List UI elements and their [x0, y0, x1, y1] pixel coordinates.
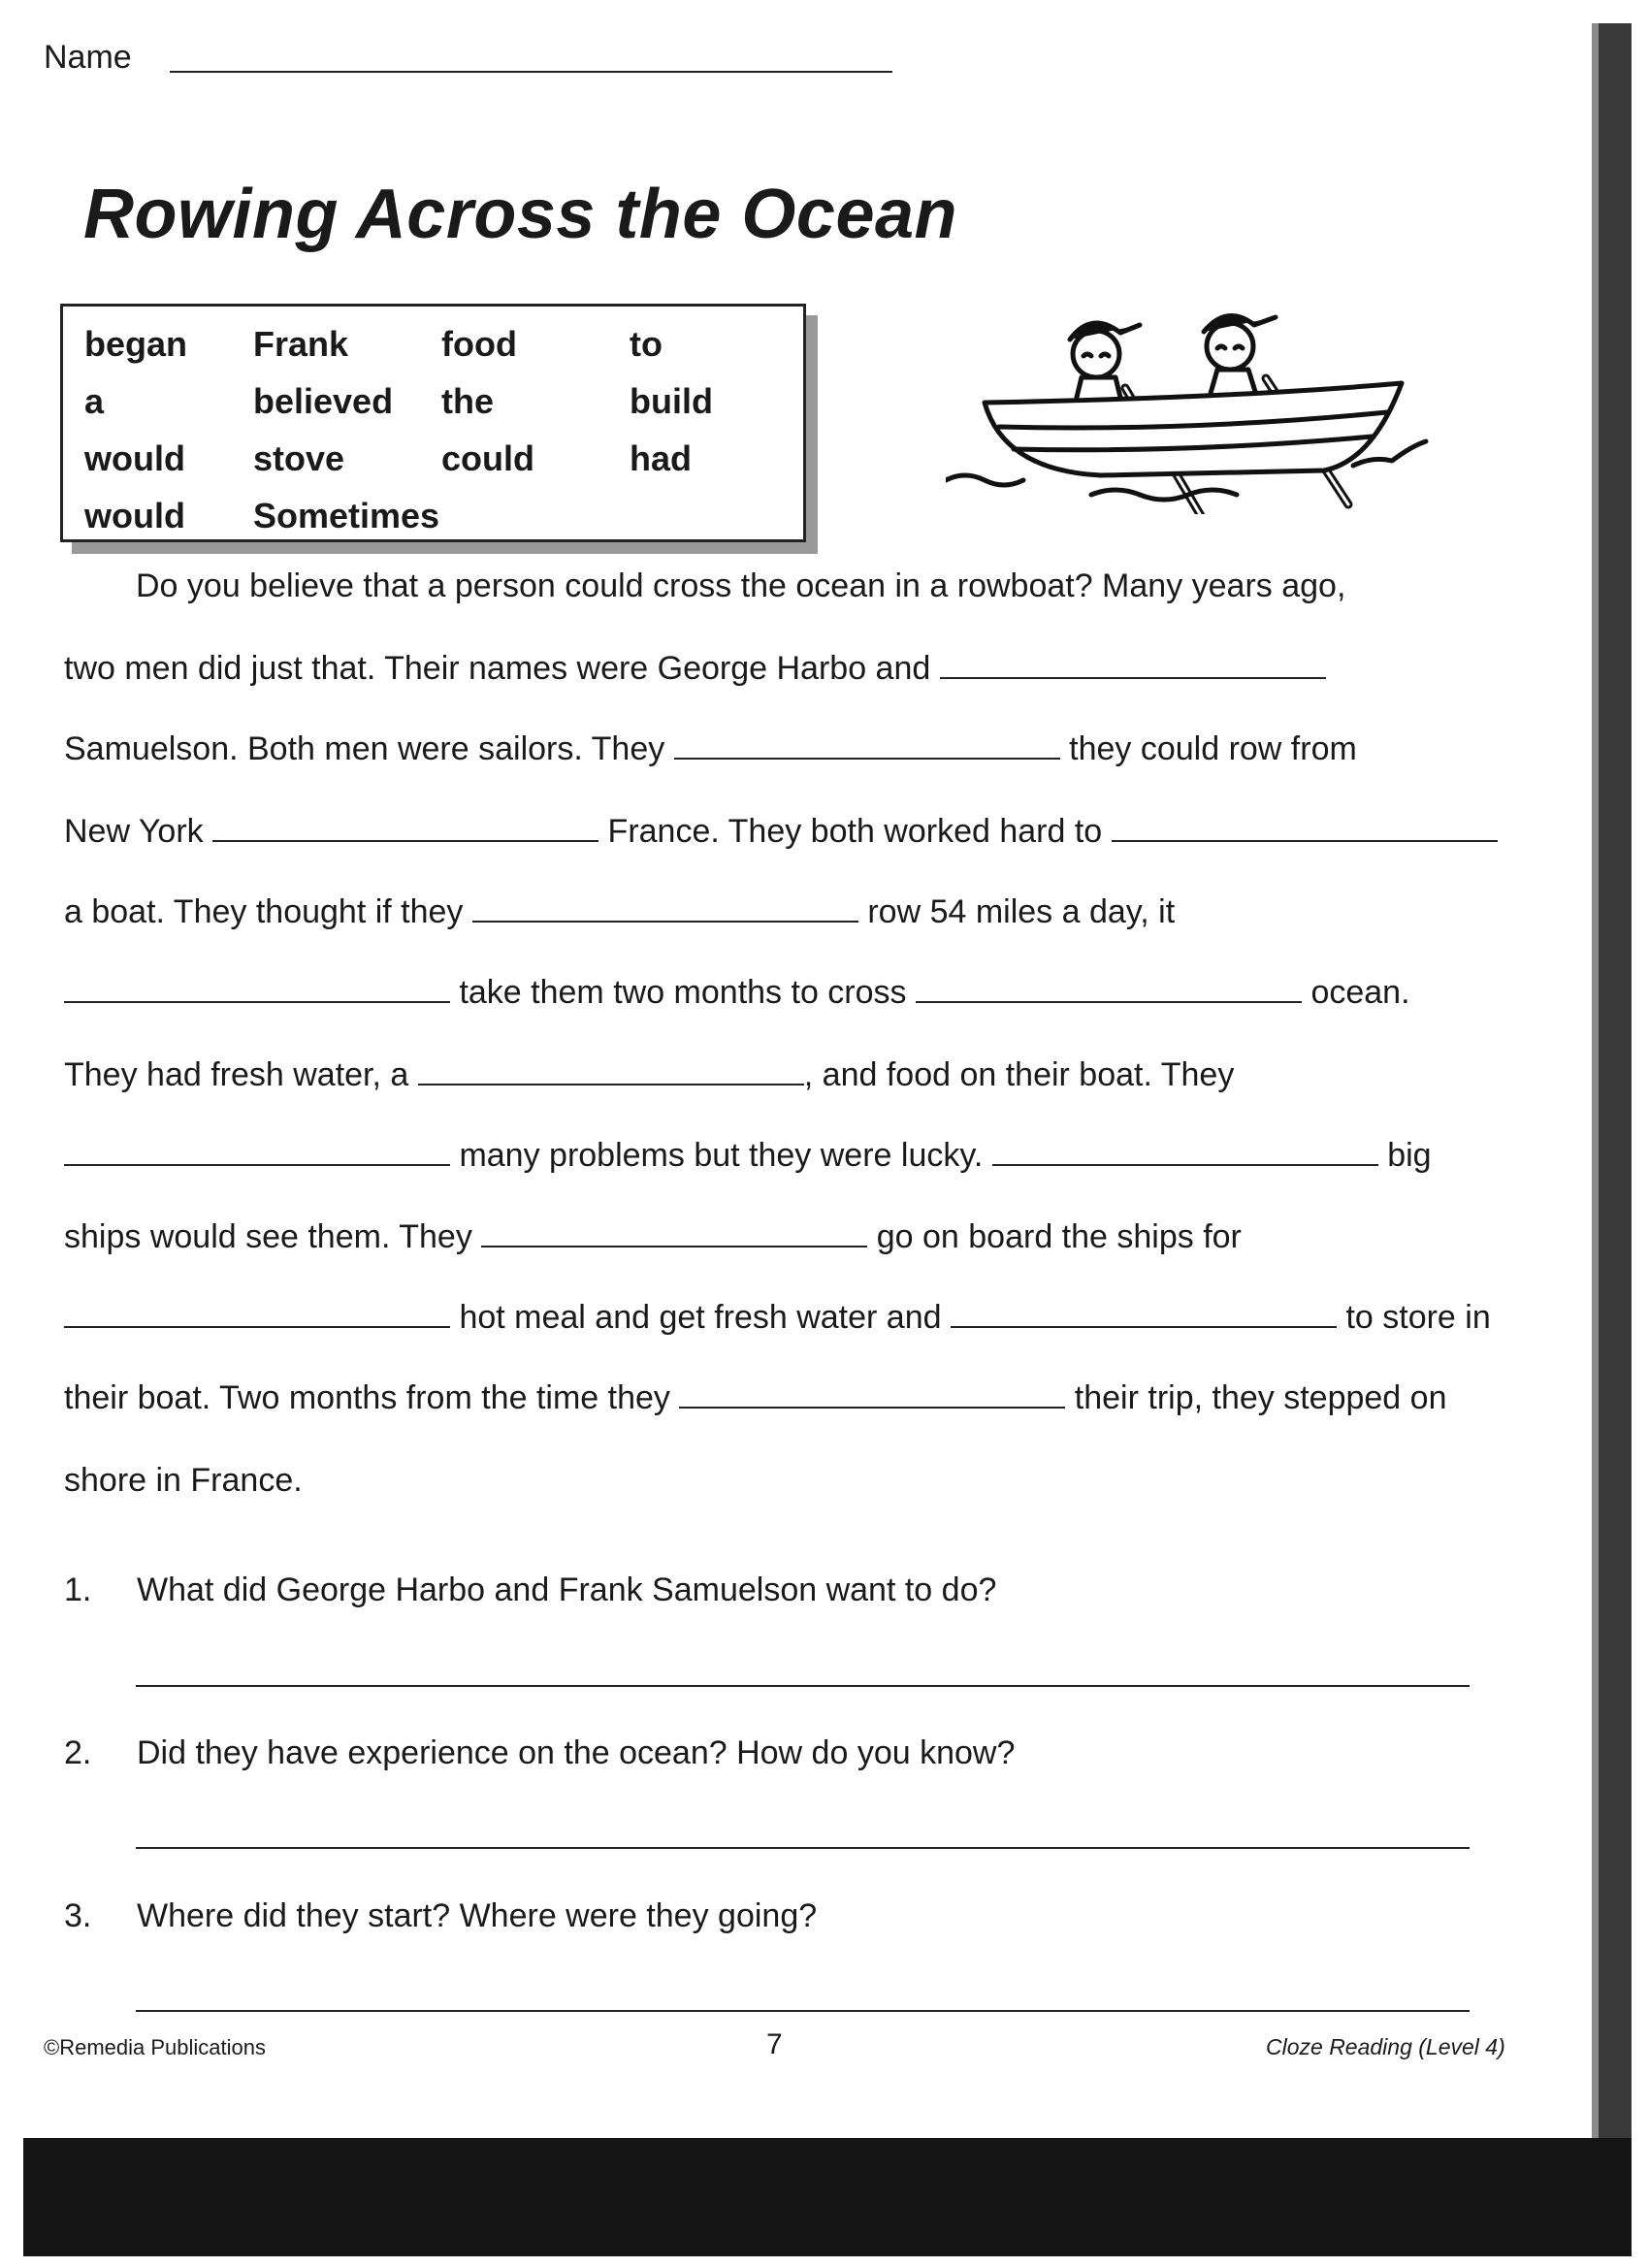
question-number: 1.	[64, 1571, 92, 1608]
passage-text: ships would see them. They	[64, 1218, 472, 1255]
question-number: 3.	[64, 1897, 92, 1934]
blank-answer[interactable]	[679, 1379, 1065, 1409]
passage-text: hot meal and get fresh water and	[459, 1299, 942, 1336]
word-bank-item: could	[441, 438, 534, 478]
passage-text: many problems but they were lucky.	[459, 1137, 984, 1174]
blank-answer[interactable]	[674, 730, 1060, 760]
blank-answer[interactable]	[212, 813, 598, 842]
word-bank-item: had	[630, 438, 693, 478]
answer-line[interactable]	[136, 1847, 1470, 1849]
question-text: Did they have experience on the ocean? How do you know?	[137, 1734, 1016, 1771]
passage-text: row 54 miles a day, it	[867, 893, 1176, 930]
scan-edge-right	[1599, 23, 1632, 2138]
word-bank-item: believed	[253, 381, 394, 421]
blank-answer[interactable]	[1112, 813, 1498, 842]
word-bank-item: would	[84, 438, 185, 478]
blank-answer[interactable]	[472, 893, 858, 923]
publisher-credit: ©Remedia Publications	[44, 2035, 266, 2059]
passage-text: New York	[64, 813, 204, 850]
answer-line[interactable]	[136, 2010, 1470, 2012]
blank-answer[interactable]	[418, 1056, 804, 1085]
word-bank-item: stove	[253, 438, 345, 478]
word-bank-item: would	[84, 496, 185, 535]
book-title: Cloze Reading (Level 4)	[1266, 2034, 1505, 2059]
passage-text: , and food on their boat. They	[803, 1056, 1235, 1093]
blank-answer[interactable]	[951, 1299, 1337, 1328]
word-bank-item: began	[84, 324, 188, 364]
passage-line	[64, 730, 1500, 768]
passage-text: France. They both worked hard to	[607, 813, 1103, 850]
blank-answer[interactable]	[64, 1137, 450, 1166]
passage-text: ocean.	[1310, 974, 1410, 1011]
passage-line	[64, 1056, 1500, 1094]
word-bank-item: food	[441, 324, 517, 364]
passage-text: They had fresh water, a	[64, 1056, 409, 1093]
blank-answer[interactable]	[940, 650, 1326, 679]
passage-text: go on board the ships for	[876, 1218, 1242, 1255]
question-text: What did George Harbo and Frank Samuelson want to do?	[137, 1571, 997, 1608]
passage-line	[64, 974, 1500, 1012]
rowboat-illustration	[946, 296, 1431, 514]
passage-line: Do you believe that a person could cross the ocean in a rowboat? Many years ago,	[136, 567, 1346, 604]
passage-text: they could row from	[1069, 730, 1357, 767]
question-text: Where did they start? Where were they going?	[137, 1897, 818, 1934]
passage-line	[64, 1299, 1500, 1337]
passage-text: their trip, they stepped on	[1074, 1379, 1447, 1416]
passage-line	[64, 1137, 1500, 1175]
passage-line	[64, 813, 1500, 851]
passage-text: two men did just that. Their names were George Harbo and	[64, 650, 931, 687]
blank-answer[interactable]	[64, 974, 450, 1003]
blank-answer[interactable]	[64, 1299, 450, 1328]
question-2	[64, 1734, 1015, 1772]
word-bank-item: to	[630, 324, 663, 364]
passage-text: big	[1387, 1137, 1432, 1174]
question-3	[64, 1897, 817, 1935]
passage-text: a boat. They thought if they	[64, 893, 464, 930]
word-bank-item: build	[630, 381, 713, 421]
answer-line[interactable]	[136, 1685, 1470, 1687]
worksheet-title: Rowing Across the Ocean	[83, 176, 958, 253]
passage-line: shore in France.	[64, 1462, 303, 1499]
passage-line	[64, 893, 1500, 931]
word-bank-item: a	[84, 381, 105, 421]
passage-line	[64, 650, 1500, 688]
passage-text: take them two months to cross	[459, 974, 907, 1011]
page-number: 7	[766, 2028, 783, 2060]
passage-text: their boat. Two months from the time they	[64, 1379, 670, 1416]
scan-edge-bottom	[23, 2138, 1632, 2256]
passage-line	[64, 1218, 1500, 1256]
passage-line	[64, 1379, 1500, 1417]
word-bank-item: Sometimes	[253, 496, 440, 535]
passage-text: to store in	[1345, 1299, 1491, 1336]
question-number: 2.	[64, 1734, 92, 1771]
blank-answer[interactable]	[481, 1218, 867, 1247]
name-field-line[interactable]	[170, 71, 892, 73]
word-bank-item: the	[441, 381, 494, 421]
blank-answer[interactable]	[992, 1137, 1378, 1166]
question-1	[64, 1571, 996, 1609]
passage-text: Samuelson. Both men were sailors. They	[64, 730, 665, 767]
name-label: Name	[44, 39, 132, 76]
word-bank	[60, 304, 806, 542]
blank-answer[interactable]	[916, 974, 1302, 1003]
word-bank-item: Frank	[253, 324, 349, 364]
